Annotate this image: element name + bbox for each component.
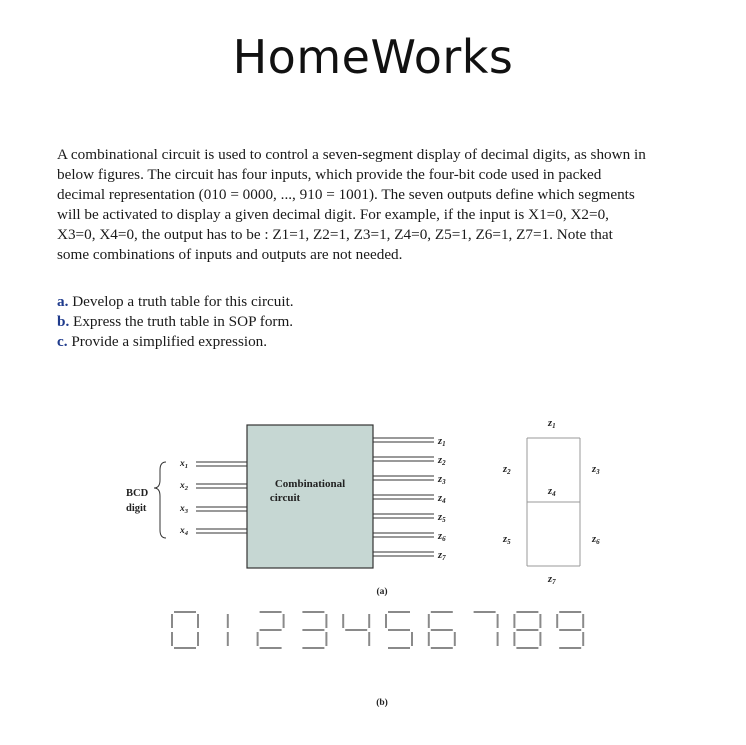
digit-7 — [474, 612, 498, 646]
segment-label-z4: z4 — [548, 486, 556, 498]
seven-segment-diagram — [527, 438, 580, 566]
seven-segment-digits — [172, 612, 583, 648]
output-label-z7: z7 — [438, 550, 446, 562]
digit-0 — [172, 612, 198, 648]
output-label-z5: z5 — [438, 512, 446, 524]
figure-a — [126, 418, 600, 597]
input-wires — [196, 462, 247, 533]
block-label-line2: circuit — [269, 492, 301, 504]
digit-9 — [557, 612, 583, 648]
segment-label-z3: z3 — [592, 464, 600, 476]
output-label-z6: z6 — [438, 531, 446, 543]
segment-label-z2: z2 — [503, 464, 511, 476]
input-labels — [179, 459, 189, 537]
input-label-x3: $x_3$ — [180, 504, 188, 515]
task-item-a: a. Develop a truth table for this circuit. — [57, 293, 294, 310]
segment-label-z7: z7 — [548, 574, 556, 586]
description-line: some combinations of inputs and outputs are not needed. — [57, 246, 403, 264]
output-label-z3: z3 — [438, 474, 446, 486]
description-line: will be activated to display a given decimal digit. For example, if the input is X1=0, X2=0, — [57, 206, 609, 224]
output-label-z2: z2 — [438, 455, 446, 467]
digit-8 — [514, 612, 540, 648]
output-wires — [373, 438, 434, 556]
task-item-c: c. Provide a simplified expression. — [57, 333, 268, 351]
input-label-x1: $x_1$ — [180, 459, 188, 470]
description-line: A combinational circuit is used to control a seven-segment display of decimal digits, as shown in — [57, 146, 646, 163]
input-label-x2: $x_2$ — [180, 481, 188, 492]
block-label-line1: Combinational — [274, 478, 346, 490]
description-line: X3=0, X4=0, the output has to be : Z1=1, Z2=1, Z3=1, Z4=0, Z5=1, Z6=1, Z7=1. Note that — [57, 226, 613, 244]
digit-2 — [258, 612, 284, 648]
bcd-brace — [154, 462, 166, 538]
digit-6 — [429, 612, 455, 648]
segment-label-z6: z6 — [592, 534, 600, 546]
segment-label-z1: z1 — [548, 418, 556, 430]
figure-b-caption: (b) — [376, 698, 388, 708]
output-label-z4: z4 — [438, 493, 446, 505]
digit-3 — [302, 612, 326, 648]
output-labels — [437, 436, 446, 562]
description-line: below figures. The circuit has four inputs, which provide the four-bit code used in packed — [57, 166, 602, 184]
digit-4 — [343, 614, 369, 646]
bcd-label: BCD — [126, 488, 149, 499]
page-title: HomeWorks — [232, 30, 514, 84]
combinational-circuit-block — [247, 425, 373, 568]
figure-a-caption: (a) — [376, 587, 388, 597]
segment-label-z5: z5 — [503, 534, 511, 546]
description-line: decimal representation (010 = 0000, ..., 910 = 1001). The seven outputs define which segments — [57, 186, 635, 204]
output-label-z1: z1 — [438, 436, 446, 448]
digit-5 — [386, 612, 412, 648]
digit-label: digit — [126, 503, 147, 514]
task-item-b: b. Express the truth table in SOP form. — [57, 313, 294, 331]
input-label-x4: $x_4$ — [180, 526, 188, 537]
